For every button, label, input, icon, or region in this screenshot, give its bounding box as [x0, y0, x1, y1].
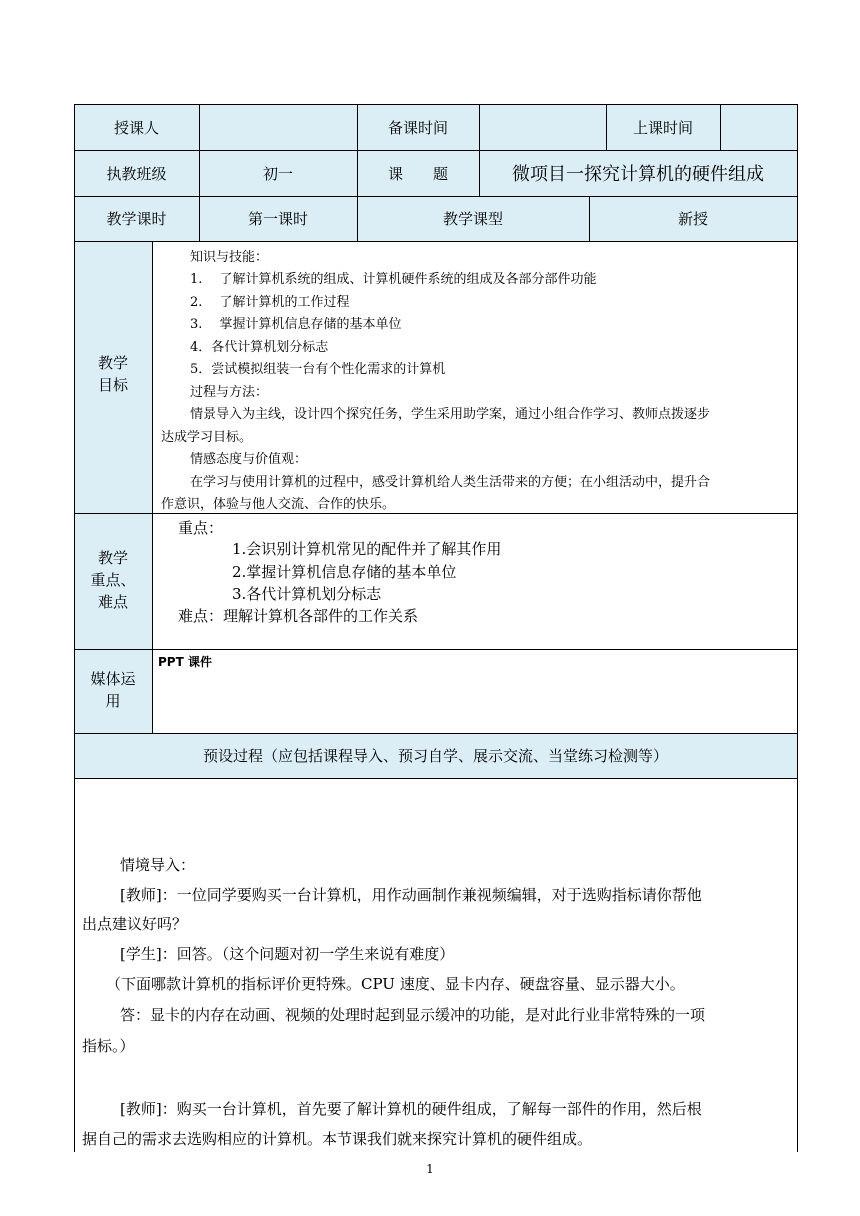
objectives-label: 教学 目标 [97, 354, 128, 394]
teacher-label: 授课人 [113, 118, 159, 137]
process-line: 据自己的需求去选购相应的计算机。本节课我们就来探究计算机的硬件组成。 [82, 1130, 593, 1148]
class-time-label: 上课时间 [632, 118, 693, 137]
media-label: 媒体运 用 [90, 670, 136, 710]
objectives-line: 1. 了解计算机系统的组成、计算机硬件系统的组成及各部分部件功能 [190, 272, 597, 287]
objectives-line: 达成学习目标。 [161, 430, 253, 445]
keypoints-label: 教学 重点、 难点 [90, 549, 136, 611]
topic-label: 课 题 [387, 164, 448, 183]
prep-time-label: 备课时间 [387, 118, 448, 137]
period-value: 第一课时 [247, 210, 308, 228]
key-item: 2.掌握计算机信息存储的基本单位 [232, 563, 457, 581]
class-label: 执教班级 [106, 164, 167, 183]
key-item: 3.各代计算机划分标志 [232, 585, 382, 603]
process-line: 答：显卡的内存在动画、视频的处理时起到显示缓冲的功能，是对此行业非常特殊的一项 [120, 1006, 706, 1024]
objectives-line: 在学习与使用计算机的过程中，感受计算机给人类生活带来的方便；在小组活动中，提升合 [190, 475, 711, 490]
process-line: 出点建议好吗？ [82, 915, 188, 933]
objectives-line: 情感态度与价值观： [190, 452, 308, 467]
process-header: 预设过程（应包括课程导入、预习自学、展示交流、当堂练习检测等） [202, 747, 668, 765]
class-value: 初一 [262, 164, 293, 183]
objectives-line: 情景导入为主线，设计四个探究任务，学生采用助学案，通过小组合作学习、教师点拨逐步 [190, 407, 711, 422]
process-line: 指标。） [82, 1037, 135, 1055]
period-label: 教学课时 [106, 210, 167, 228]
media-value: PPT 课件 [158, 655, 212, 669]
objectives-line: 作意识，体验与他人交流、合作的快乐。 [161, 497, 396, 512]
type-value: 新授 [677, 210, 708, 228]
process-line: 情境导入： [120, 856, 196, 874]
objectives-line: 过程与方法： [190, 385, 269, 400]
key-title: 重点： [178, 519, 224, 537]
difficulty: 难点：理解计算机各部件的工作关系 [178, 607, 419, 625]
key-item: 1.会识别计算机常见的配件并了解其作用 [232, 540, 502, 558]
process-line: [学生]：回答。（这个问题对初一学生来说有难度） [120, 945, 455, 963]
page-number: 1 [426, 1162, 434, 1176]
type-label: 教学课型 [442, 210, 503, 228]
objectives-line: 知识与技能： [190, 250, 269, 265]
objectives-line: 2. 了解计算机的工作过程 [190, 295, 350, 310]
process-line: （下面哪款计算机的指标评价更特殊。CPU 速度、显卡内存、硬盘容量、显示器大小。 [106, 975, 685, 993]
objectives-line: 4．各代计算机划分标志 [190, 340, 329, 355]
process-line: [教师]：购买一台计算机，首先要了解计算机的硬件组成，了解每一部件的作用，然后根 [120, 1100, 702, 1118]
objectives-line: 3. 掌握计算机信息存储的基本单位 [190, 317, 402, 332]
process-line: [教师]：一位同学要购买一台计算机，用作动画制作兼视频编辑，对于选购指标请你帮他 [120, 886, 702, 904]
topic-value: 微项目一探究计算机的硬件组成 [512, 164, 764, 185]
objectives-line: 5．尝试模拟组装一台有个性化需求的计算机 [190, 362, 446, 377]
